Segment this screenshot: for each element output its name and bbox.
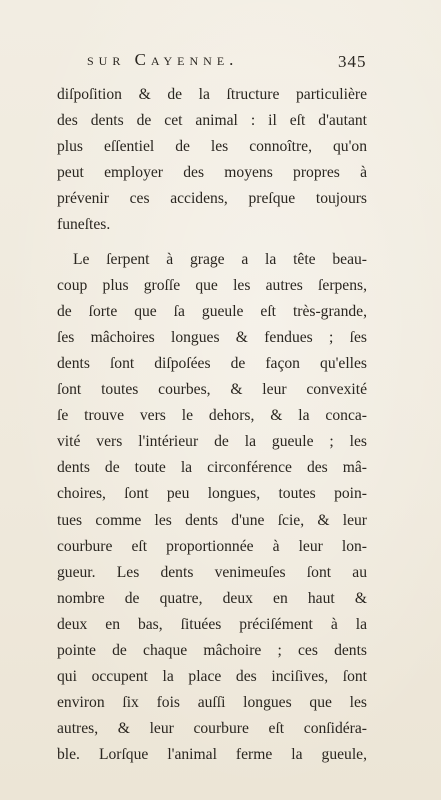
text-line: gueur. Les dents venimeuſes ſont au xyxy=(57,563,367,581)
text-line: ſe trouve vers le dehors, & la conca- xyxy=(57,407,367,425)
text-line: qui occupent la place des inciſives, ſont xyxy=(57,668,367,686)
text-line: de ſorte que ſa gueule eſt très-grande, xyxy=(57,302,367,320)
text-line: pointe de chaque mâchoire ; ces dents xyxy=(57,641,367,659)
text-line: des dents de cet animal : il eſt d'autant xyxy=(57,112,367,130)
text-line: prévenir ces accidens, preſque toujours xyxy=(57,190,367,208)
text-line: vité vers l'intérieur de la gueule ; les xyxy=(57,433,367,451)
text-line: diſpoſition & de la ſtructure particulière xyxy=(57,86,367,103)
text-line: choires, ſont peu longues, toutes poin- xyxy=(57,485,367,503)
text-line: nombre de quatre, deux en haut & xyxy=(57,589,367,607)
running-head: sur Cayenne. xyxy=(87,50,239,69)
text-line: funeſtes. xyxy=(57,216,111,234)
text-line: tues comme les dents d'une ſcie, & leur xyxy=(57,511,367,529)
text-line: dents ſont diſpoſées de façon qu'elles xyxy=(57,354,367,372)
text-line: environ ſix fois auſſi longues que les xyxy=(57,694,367,712)
text-line: Le ſerpent à grage a la tête beau- xyxy=(73,250,367,268)
paragraph-gap xyxy=(57,239,367,247)
paragraph-2 xyxy=(57,247,367,769)
text-line: peut employer des moyens propres à xyxy=(57,164,367,182)
text-line: courbure eſt proportionnée à leur lon- xyxy=(57,537,367,555)
text-line: ble. Lorſque l'animal ferme la gueule, xyxy=(57,746,367,764)
body-text xyxy=(57,82,367,768)
text-line: autres, & leur courbure eſt conſidéra- xyxy=(57,720,367,738)
text-line: ſont toutes courbes, & leur convexité xyxy=(57,381,367,399)
paragraph-1 xyxy=(57,82,367,239)
text-line: coup plus groſſe que les autres ſerpens, xyxy=(57,276,367,294)
text-line: dents de toute la circonférence des mâ- xyxy=(57,459,367,477)
page-header xyxy=(0,50,441,80)
text-line: plus eſſentiel de les connoître, qu'on xyxy=(57,138,367,156)
text-line: ſes mâchoires longues & fendues ; ſes xyxy=(57,328,367,346)
page-number: 345 xyxy=(338,52,367,71)
text-line: deux en bas, ſituées préciſément à la xyxy=(57,615,367,633)
